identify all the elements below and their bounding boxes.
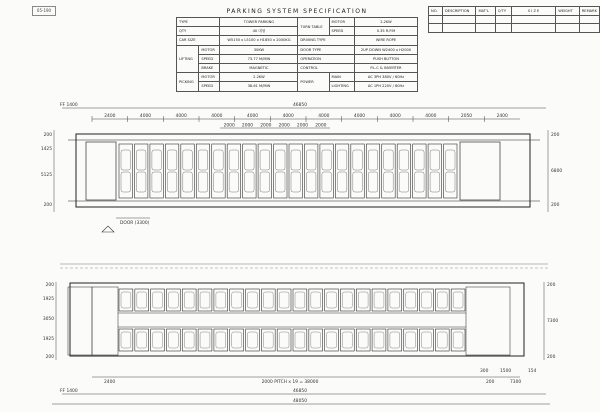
parking-bay xyxy=(320,144,333,198)
spec-label: POWER xyxy=(298,73,329,91)
side-dimension: 6800 xyxy=(551,169,563,174)
side-dimension: 200 xyxy=(547,355,556,360)
parts-header-weight: WEIGHT xyxy=(556,7,580,16)
segment-dimension: 4000 xyxy=(139,114,152,119)
parking-bay xyxy=(230,289,244,351)
door-label: DOOR (3300) xyxy=(120,221,150,226)
parking-bay xyxy=(214,289,228,351)
turn-table-area xyxy=(460,142,500,200)
parking-bay xyxy=(428,144,441,198)
parking-bay xyxy=(119,144,132,198)
parking-bay xyxy=(366,144,379,198)
segment-dimension: 2400 xyxy=(496,114,508,119)
bottom-floor-plan xyxy=(43,264,559,404)
left-end-dimension: 2400 xyxy=(104,380,116,385)
parking-bay xyxy=(274,144,287,198)
north-arrow-icon xyxy=(102,226,114,232)
parking-bay xyxy=(451,289,465,351)
side-dimension: 200 xyxy=(551,203,560,208)
segment-dimension: 4000 xyxy=(175,114,187,119)
spec-label: LIGHTING xyxy=(329,82,354,91)
spec-label: CAR SIZE xyxy=(177,36,220,45)
spec-label: LIFTING xyxy=(177,45,199,73)
spec-label: TURN TABLE xyxy=(298,18,329,36)
sub-dimension: 2000 xyxy=(241,123,254,129)
small-dimension: 300 xyxy=(480,369,489,374)
parts-header-matl: MAT'L xyxy=(476,7,495,16)
parking-bay xyxy=(212,144,225,198)
overall-dimension-bottom: 46850 xyxy=(293,389,307,394)
spec-label: OPERATION xyxy=(298,54,355,63)
side-dimension: 200 xyxy=(45,355,54,360)
segment-dimension: 4000 xyxy=(282,114,294,119)
spec-value: 30KW xyxy=(220,45,298,54)
spec-value: 2.2KW xyxy=(354,18,417,27)
parking-bay xyxy=(227,144,240,198)
parking-bay xyxy=(165,144,178,198)
spec-value: AC 3PH 380V / 60Hz xyxy=(354,73,417,82)
spec-label: MOTOR xyxy=(199,45,220,54)
parking-bay xyxy=(243,144,256,198)
parking-bay xyxy=(372,289,386,351)
spec-label: DRIVING TYPE xyxy=(298,36,355,45)
parking-bay xyxy=(388,289,402,351)
parking-bay xyxy=(134,144,147,198)
sub-dimension: 2000 xyxy=(223,123,235,129)
parking-bay xyxy=(289,144,302,198)
parking-bay xyxy=(246,289,260,351)
spec-value: TOWER PARKING xyxy=(220,18,298,27)
segment-dimension: 4000 xyxy=(389,114,401,119)
spec-value: 40 대형 xyxy=(220,27,298,36)
spec-label: SPEED xyxy=(329,27,354,36)
segment-dimension: 4000 xyxy=(246,114,259,119)
parking-bay xyxy=(182,289,196,351)
spec-label: SPEED xyxy=(199,82,220,91)
pitch-dimension: 2000 PITCH x 19 = 38000 xyxy=(261,380,319,385)
spec-value: WIRE ROPE xyxy=(354,36,417,45)
parking-bay xyxy=(444,144,457,198)
spec-value: MAGNETIC xyxy=(220,63,298,72)
spec-value: 0.35 R.P.M xyxy=(354,27,417,36)
spec-label: MOTOR xyxy=(329,18,354,27)
spec-value: 73.77 M/MIN xyxy=(220,54,298,63)
spec-label: DOOR TYPE xyxy=(298,45,355,54)
small-dimension: 154 xyxy=(528,369,537,374)
parking-bay xyxy=(277,289,291,351)
side-dimension: 5125 xyxy=(40,173,52,178)
spec-value: 2UP DOWN W2400 x H2000 xyxy=(354,45,417,54)
overall-dimension: 46850 xyxy=(293,103,307,108)
sub-dimension: 2000 xyxy=(260,123,272,129)
parking-bay xyxy=(435,289,449,351)
parts-header-description: DESCRIPTION xyxy=(443,7,476,16)
side-dimension: 200 xyxy=(45,283,54,288)
spec-title: PARKING SYSTEM SPECIFICATION xyxy=(177,6,418,18)
parking-bay xyxy=(413,144,426,198)
parking-bay xyxy=(119,289,133,351)
segment-dimension: 4000 xyxy=(318,114,330,119)
ff-level-label: FF 1400 xyxy=(60,103,78,108)
spec-label: BRAKE xyxy=(199,63,220,72)
parts-header-qty: Q'TY xyxy=(495,7,511,16)
parking-bay xyxy=(135,289,149,351)
spec-value: 38.61 M/MIN xyxy=(220,82,298,91)
sheet-tag: 05-190 xyxy=(32,6,56,16)
segment-dimension: 2050 xyxy=(460,114,473,119)
right-end-dimension: 200 xyxy=(486,380,495,385)
spec-label: CONTROL xyxy=(298,63,355,72)
parking-bay xyxy=(397,144,410,198)
parking-bay xyxy=(151,289,165,351)
total-dimension: 48050 xyxy=(293,399,307,404)
parking-bay xyxy=(293,289,307,351)
side-dimension: 7300 xyxy=(547,319,559,324)
side-dimension: 200 xyxy=(551,133,560,138)
spec-label: MOTOR xyxy=(199,73,220,82)
parts-header-no: NO. xyxy=(429,7,443,16)
parking-bay xyxy=(304,144,317,198)
building-outline-bottom xyxy=(70,283,524,356)
parking-bay xyxy=(382,144,395,198)
spec-value: P.L.C & INVERTER xyxy=(354,63,417,72)
spec-label: MAIN xyxy=(329,73,354,82)
spec-label: SPEED xyxy=(199,54,220,63)
small-dimension: 1500 xyxy=(500,369,512,374)
side-dimension: 200 xyxy=(547,283,556,288)
side-dimension: 1925 xyxy=(42,337,54,342)
parking-bay xyxy=(351,144,364,198)
spec-value: 2.2KW xyxy=(220,73,298,82)
side-dimension: 1425 xyxy=(40,147,52,152)
entrance-area xyxy=(86,142,116,200)
parking-bay xyxy=(150,144,163,198)
segment-dimension: 4000 xyxy=(353,114,366,119)
right-end-dimension: 7300 xyxy=(510,380,522,385)
parts-header-remark: REMARK xyxy=(579,7,599,16)
spec-value: W5150 x L5100 x H1850 x 2000KG xyxy=(220,36,298,45)
parking-bay xyxy=(181,144,194,198)
sub-dimension: 2000 xyxy=(296,123,309,129)
parking-bay xyxy=(166,289,180,351)
top-floor-plan xyxy=(41,102,563,232)
side-dimension: 1925 xyxy=(42,297,54,302)
spec-value: AC 1PH 220V / 60Hz xyxy=(354,82,417,91)
parking-bay xyxy=(356,289,370,351)
side-dimension: 3050 xyxy=(42,317,54,322)
spec-label: QTY xyxy=(177,27,220,36)
sub-dimension: 2000 xyxy=(315,123,327,129)
spec-value: PUSH BUTTON xyxy=(354,54,417,63)
parking-bay xyxy=(258,144,271,198)
parking-bay xyxy=(261,289,275,351)
parking-bay xyxy=(196,144,209,198)
parking-bay xyxy=(325,289,339,351)
segment-dimension: 2400 xyxy=(104,114,116,119)
building-outline-top xyxy=(76,134,530,207)
parking-bay xyxy=(420,289,434,351)
parking-bay xyxy=(309,289,323,351)
parking-bay xyxy=(340,289,354,351)
parking-bay xyxy=(404,289,418,351)
segment-dimension: 4000 xyxy=(211,114,223,119)
spec-label: TYPE xyxy=(177,18,220,27)
parts-header-size: S I Z E xyxy=(511,7,555,16)
parking-bay xyxy=(335,144,348,198)
segment-dimension: 4000 xyxy=(425,114,437,119)
side-dimension: 200 xyxy=(43,203,52,208)
sub-dimension: 2000 xyxy=(278,123,290,129)
parking-bay xyxy=(198,289,212,351)
spec-label: PICKING xyxy=(177,73,199,91)
ff-level-label-bottom: FF 1400 xyxy=(60,389,78,394)
side-dimension: 200 xyxy=(43,133,52,138)
